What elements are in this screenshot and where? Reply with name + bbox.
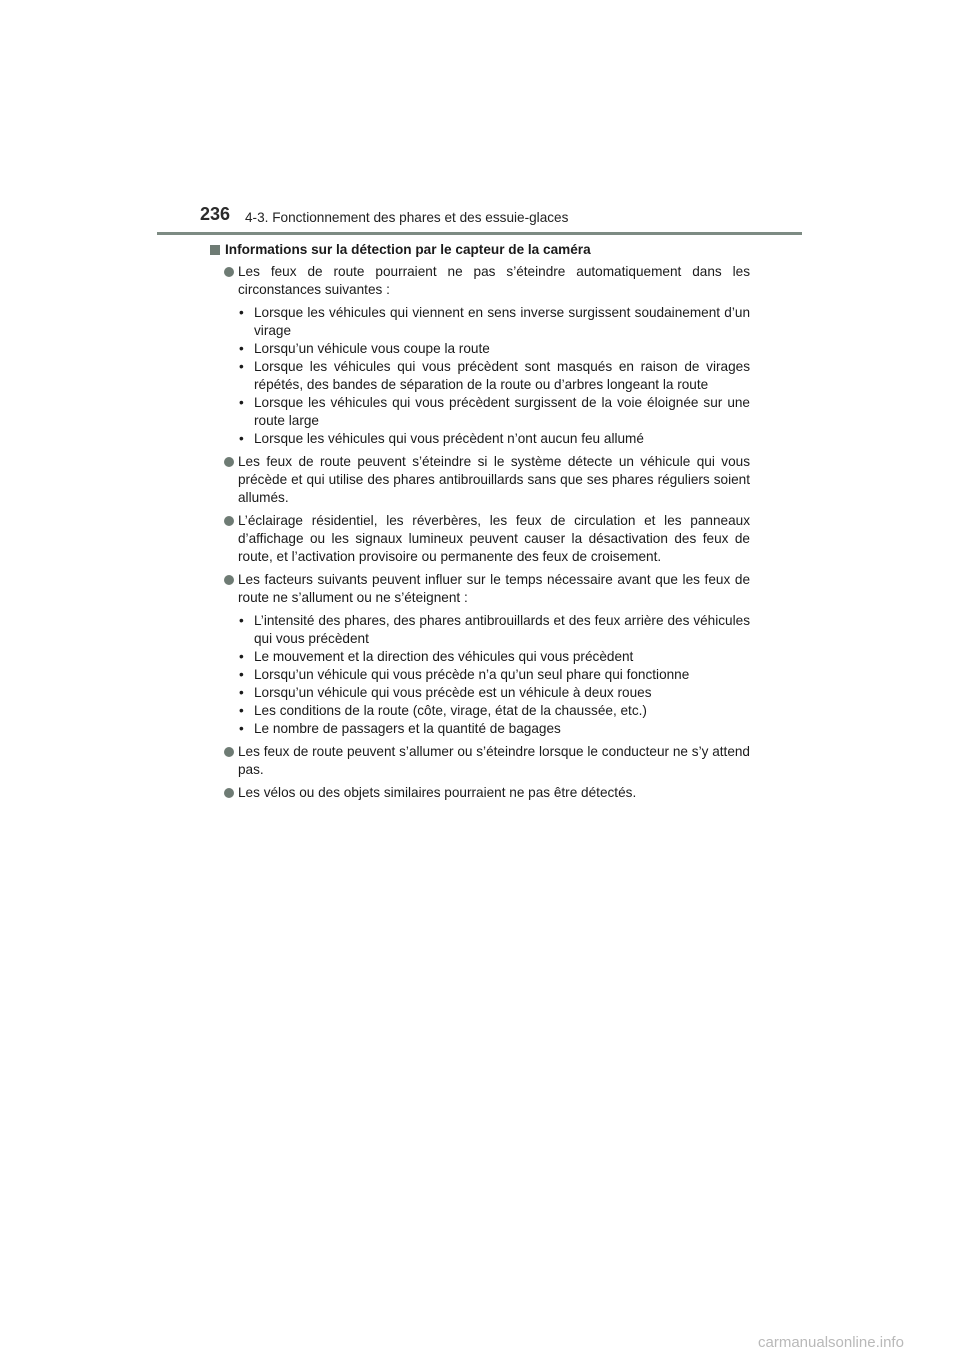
bullet-item [210,784,750,802]
bullet-text: L’éclairage résidentiel, les réverbères, les feux de circulation et les panneaux d’affichage ou les signaux lumineux peuvent causer la désactivation des feux de route, et l’activation provisoire ou permanente des feux de croisement. [238,513,750,564]
circle-bullet-icon [224,575,234,585]
dot-bullet-icon: • [239,613,244,628]
sub-list-item [238,304,750,340]
sub-list-item [238,340,750,358]
sub-list-item [238,648,750,666]
bullet-item [210,743,750,779]
sub-list [238,304,750,448]
sub-list-item [238,394,750,430]
bullet-text: Les facteurs suivants peuvent influer sur le temps nécessaire avant que les feux de route ne s’allument ou ne s’éteignent : [238,572,750,605]
sub-item-text: Lorsqu’un véhicule qui vous précède n’a qu’un seul phare qui fonctionne [254,667,690,682]
sub-item-text: Le nombre de passagers et la quantité de bagages [254,721,561,736]
circle-bullet-icon [224,788,234,798]
section-heading-text: Informations sur la détection par le capteur de la caméra [225,242,591,257]
circle-bullet-icon [224,267,234,277]
dot-bullet-icon: • [239,341,244,356]
dot-bullet-icon: • [239,685,244,700]
section-heading [210,241,750,259]
sub-item-text: Lorsqu’un véhicule qui vous précède est un véhicule à deux roues [254,685,652,700]
sub-item-text: Le mouvement et la direction des véhicules qui vous précèdent [254,649,634,664]
circle-bullet-icon [224,457,234,467]
section-title: 4-3. Fonctionnement des phares et des essuie-glaces [245,210,569,225]
page-header [200,203,804,233]
bullet-item [210,512,750,566]
dot-bullet-icon: • [239,395,244,410]
sub-item-text: L’intensité des phares, des phares antibrouillards et des feux arrière des véhicules qui vous précèdent [254,613,750,646]
sub-item-text: Lorsque les véhicules qui vous précèdent surgissent de la voie éloignée sur une route large [254,395,750,428]
sub-list-item [238,684,750,702]
bullet-item [210,263,750,448]
dot-bullet-icon: • [239,305,244,320]
sub-list-item [238,358,750,394]
dot-bullet-icon: • [239,649,244,664]
sub-item-text: Lorsque les véhicules qui vous précèdent sont masqués en raison de virages répétés, des bandes de séparation de la route ou d’arbres longeant la route [254,359,750,392]
bullet-item [210,453,750,507]
sub-item-text: Lorsque les véhicules qui viennent en sens inverse surgissent soudainement d’un virage [254,305,750,338]
page-number: 236 [200,204,231,224]
bullet-list [210,263,750,802]
sub-item-text: Lorsque les véhicules qui vous précèdent n’ont aucun feu allumé [254,431,644,446]
bullet-text: Les feux de route peuvent s’éteindre si le système détecte un véhicule qui vous précède et qui utilise des phares antibrouillards sans que ses phares réguliers soient allumés. [238,454,750,505]
sub-list-item [238,720,750,738]
header-divider [157,232,802,235]
square-bullet-icon [210,245,220,255]
dot-bullet-icon: • [239,667,244,682]
bullet-text: Les vélos ou des objets similaires pourraient ne pas être détectés. [238,785,637,800]
bullet-text: Les feux de route pourraient ne pas s’éteindre automatiquement dans les circonstances suivantes : [238,264,750,297]
dot-bullet-icon: • [239,359,244,374]
sub-list-item [238,666,750,684]
watermark: carmanualsonline.info [758,1334,904,1351]
bullet-text: Les feux de route peuvent s’allumer ou s’éteindre lorsque le conducteur ne s’y attend pas. [238,744,750,777]
sub-list [238,612,750,738]
main-content [210,241,750,807]
sub-item-text: Lorsqu’un véhicule vous coupe la route [254,341,490,356]
sub-list-item [238,612,750,648]
dot-bullet-icon: • [239,431,244,446]
sub-list-item [238,702,750,720]
bullet-item [210,571,750,738]
sub-list-item [238,430,750,448]
circle-bullet-icon [224,747,234,757]
sub-item-text: Les conditions de la route (côte, virage, état de la chaussée, etc.) [254,703,647,718]
circle-bullet-icon [224,516,234,526]
dot-bullet-icon: • [239,721,244,736]
dot-bullet-icon: • [239,703,244,718]
